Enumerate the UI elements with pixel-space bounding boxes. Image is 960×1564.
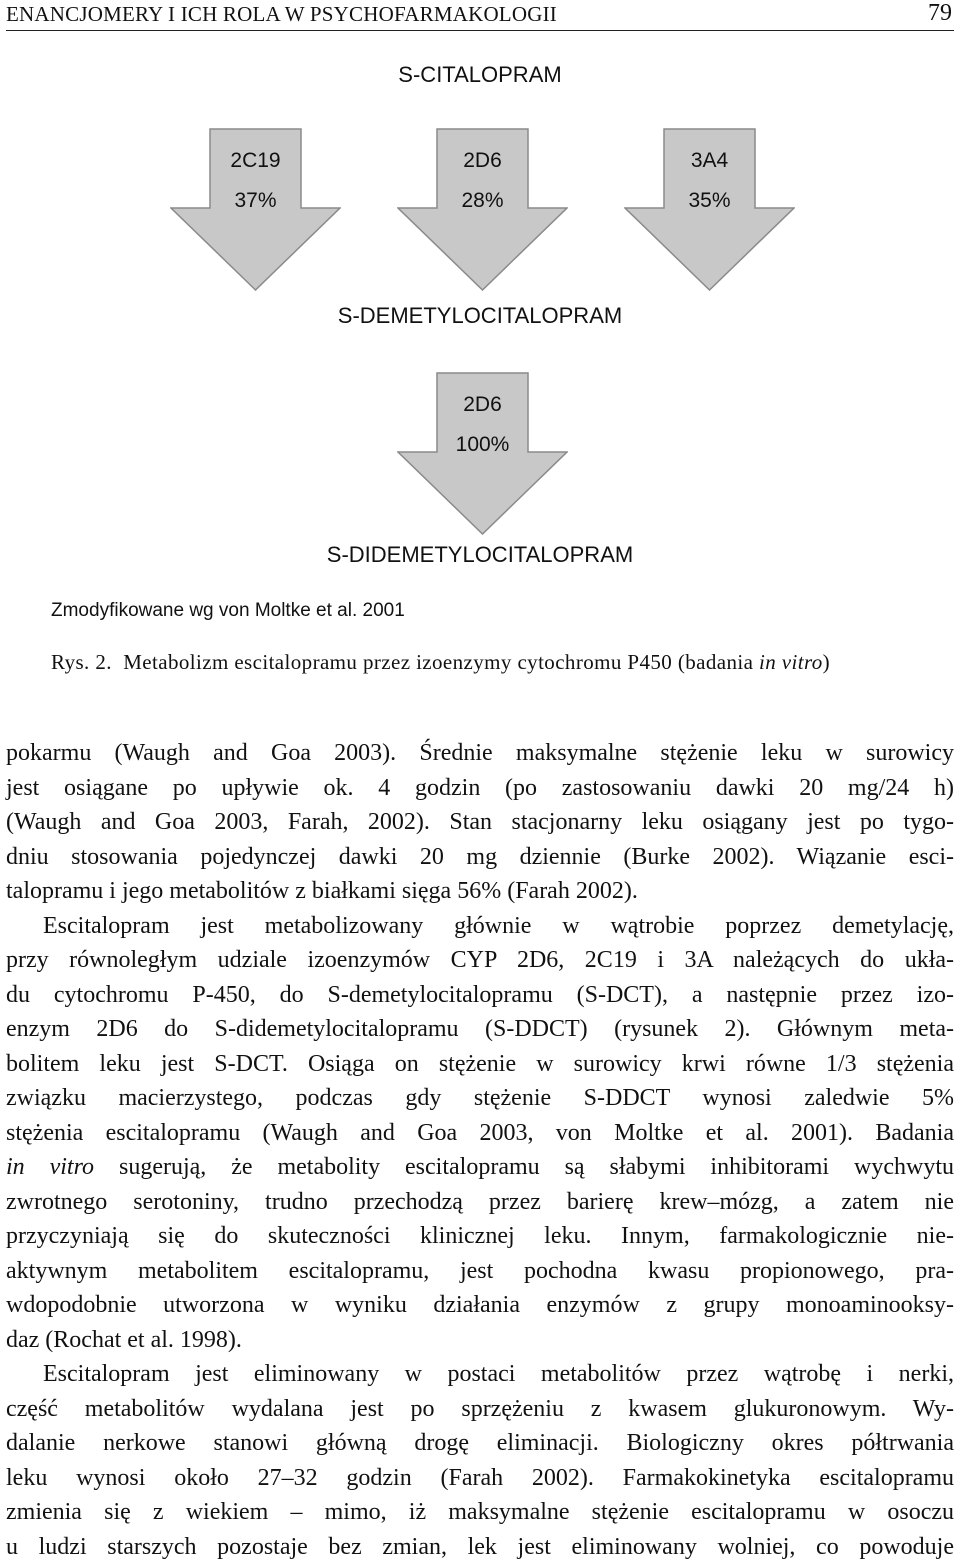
bottom-compound-label: S-DIDEMETYLOCITALOPRAM	[327, 542, 633, 568]
text-line: leku wynosi około 27–32 godzin (Farah 2002). Farmakokinetyka escitalopramu	[6, 1461, 954, 1496]
arrow-3a4	[624, 128, 795, 291]
text-line: stężenia escitalopramu (Waugh and Goa 2003, von Moltke et al. 2001). Badania	[6, 1116, 954, 1151]
paragraph-1	[6, 736, 954, 909]
text-line: pokarmu (Waugh and Goa 2003). Średnie maksymalne stężenie leku w surowicy	[6, 736, 954, 771]
text-line: Escitalopram jest eliminowany w postaci metabolitów przez wątrobę i nerki,	[6, 1357, 954, 1392]
figure-source-note: Zmodyfikowane wg von Moltke et al. 2001	[51, 600, 405, 622]
arrow-enzyme: 2D6	[397, 149, 568, 173]
text-line: dniu stosowania pojedynczej dawki 20 mg dziennie (Burke 2002). Wiązanie esci-	[6, 840, 954, 875]
arrow-enzyme: 3A4	[624, 149, 795, 173]
text-line: przyczyniają się do skuteczności klinicznej leku. Innym, farmakologicznie nie-	[6, 1219, 954, 1254]
top-compound-label: S-CITALOPRAM	[398, 62, 561, 88]
text-line: przy równoległym udziale izoenzymów CYP 2D6, 2C19 i 3A należących do ukła-	[6, 943, 954, 978]
middle-compound-label: S-DEMETYLOCITALOPRAM	[338, 303, 622, 329]
text-line: du cytochromu P-450, do S-demetylocitalopramu (S-DCT), a następnie przez izo-	[6, 978, 954, 1013]
text-line: wdopodobnie utworzona w wyniku działania enzymów z grupy monoaminooksy-	[6, 1288, 954, 1323]
arrow-2c19	[170, 128, 341, 291]
arrow-enzyme: 2D6	[397, 393, 568, 417]
italic-term: in vitro	[6, 1154, 94, 1180]
text-line: zmienia się z wiekiem – mimo, iż maksymalne stężenie escitalopramu w osoczu	[6, 1495, 954, 1530]
text-line: u ludzi starszych pozostaje bez zmian, lek jest eliminowany wolniej, co powoduje	[6, 1530, 954, 1564]
running-title: ENANCJOMERY I ICH ROLA W PSYCHOFARMAKOLOGII	[6, 2, 557, 27]
arrow-percentage: 100%	[397, 433, 568, 457]
text-line: talopramu i jego metabolitów z białkami sięga 56% (Farah 2002).	[6, 874, 954, 909]
text-line: aktywnym metabolitem escitalopramu, jest pochodna kwasu propionowego, pra-	[6, 1254, 954, 1289]
text-line: Escitalopram jest metabolizowany głównie w wątrobie poprzez demetylację,	[6, 909, 954, 944]
arrow-percentage: 37%	[170, 189, 341, 213]
page-number: 79	[928, 0, 952, 27]
caption-label: Rys. 2.	[51, 650, 112, 674]
figure-caption	[51, 650, 830, 675]
text-segment: sugerują, że metabolity escitalopramu są słabymi inhibitorami wychwytu	[94, 1154, 954, 1180]
text-line: związku macierzystego, podczas gdy stężenie S-DDCT wynosi zaledwie 5%	[6, 1081, 954, 1116]
header-rule	[6, 30, 954, 31]
text-line: daz (Rochat et al. 1998).	[6, 1323, 954, 1358]
arrow-enzyme: 2C19	[170, 149, 341, 173]
text-line	[6, 1150, 954, 1185]
text-line: jest osiągane po upływie ok. 4 godzin (po zastosowaniu dawki 20 mg/24 h)	[6, 771, 954, 806]
text-line: (Waugh and Goa 2003, Farah, 2002). Stan stacjonarny leku osiągany jest po tygo-	[6, 805, 954, 840]
caption-italic: in vitro	[759, 650, 823, 674]
caption-close: )	[823, 650, 830, 674]
paragraph-2	[6, 909, 954, 1358]
text-line: enzym 2D6 do S-didemetylocitalopramu (S-DDCT) (rysunek 2). Głównym meta-	[6, 1012, 954, 1047]
text-line: dalanie nerkowe stanowi główną drogę eliminacji. Biologiczny okres półtrwania	[6, 1426, 954, 1461]
arrow-percentage: 35%	[624, 189, 795, 213]
body-text	[6, 736, 954, 1564]
paragraph-3	[6, 1357, 954, 1564]
text-line: zwrotnego serotoniny, trudno przechodzą przez barierę krew–mózg, a zatem nie	[6, 1185, 954, 1220]
text-line: bolitem leku jest S-DCT. Osiąga on stężenie w surowicy krwi równe 1/3 stężenia	[6, 1047, 954, 1082]
arrow-2d6	[397, 128, 568, 291]
caption-text: Metabolizm escitalopramu przez izoenzymy cytochromu P450 (badania	[123, 650, 753, 674]
text-line: część metabolitów wydalana jest po sprzężeniu z kwasem glukuronowym. Wy-	[6, 1392, 954, 1427]
arrow-2d6-second	[397, 372, 568, 535]
arrow-percentage: 28%	[397, 189, 568, 213]
